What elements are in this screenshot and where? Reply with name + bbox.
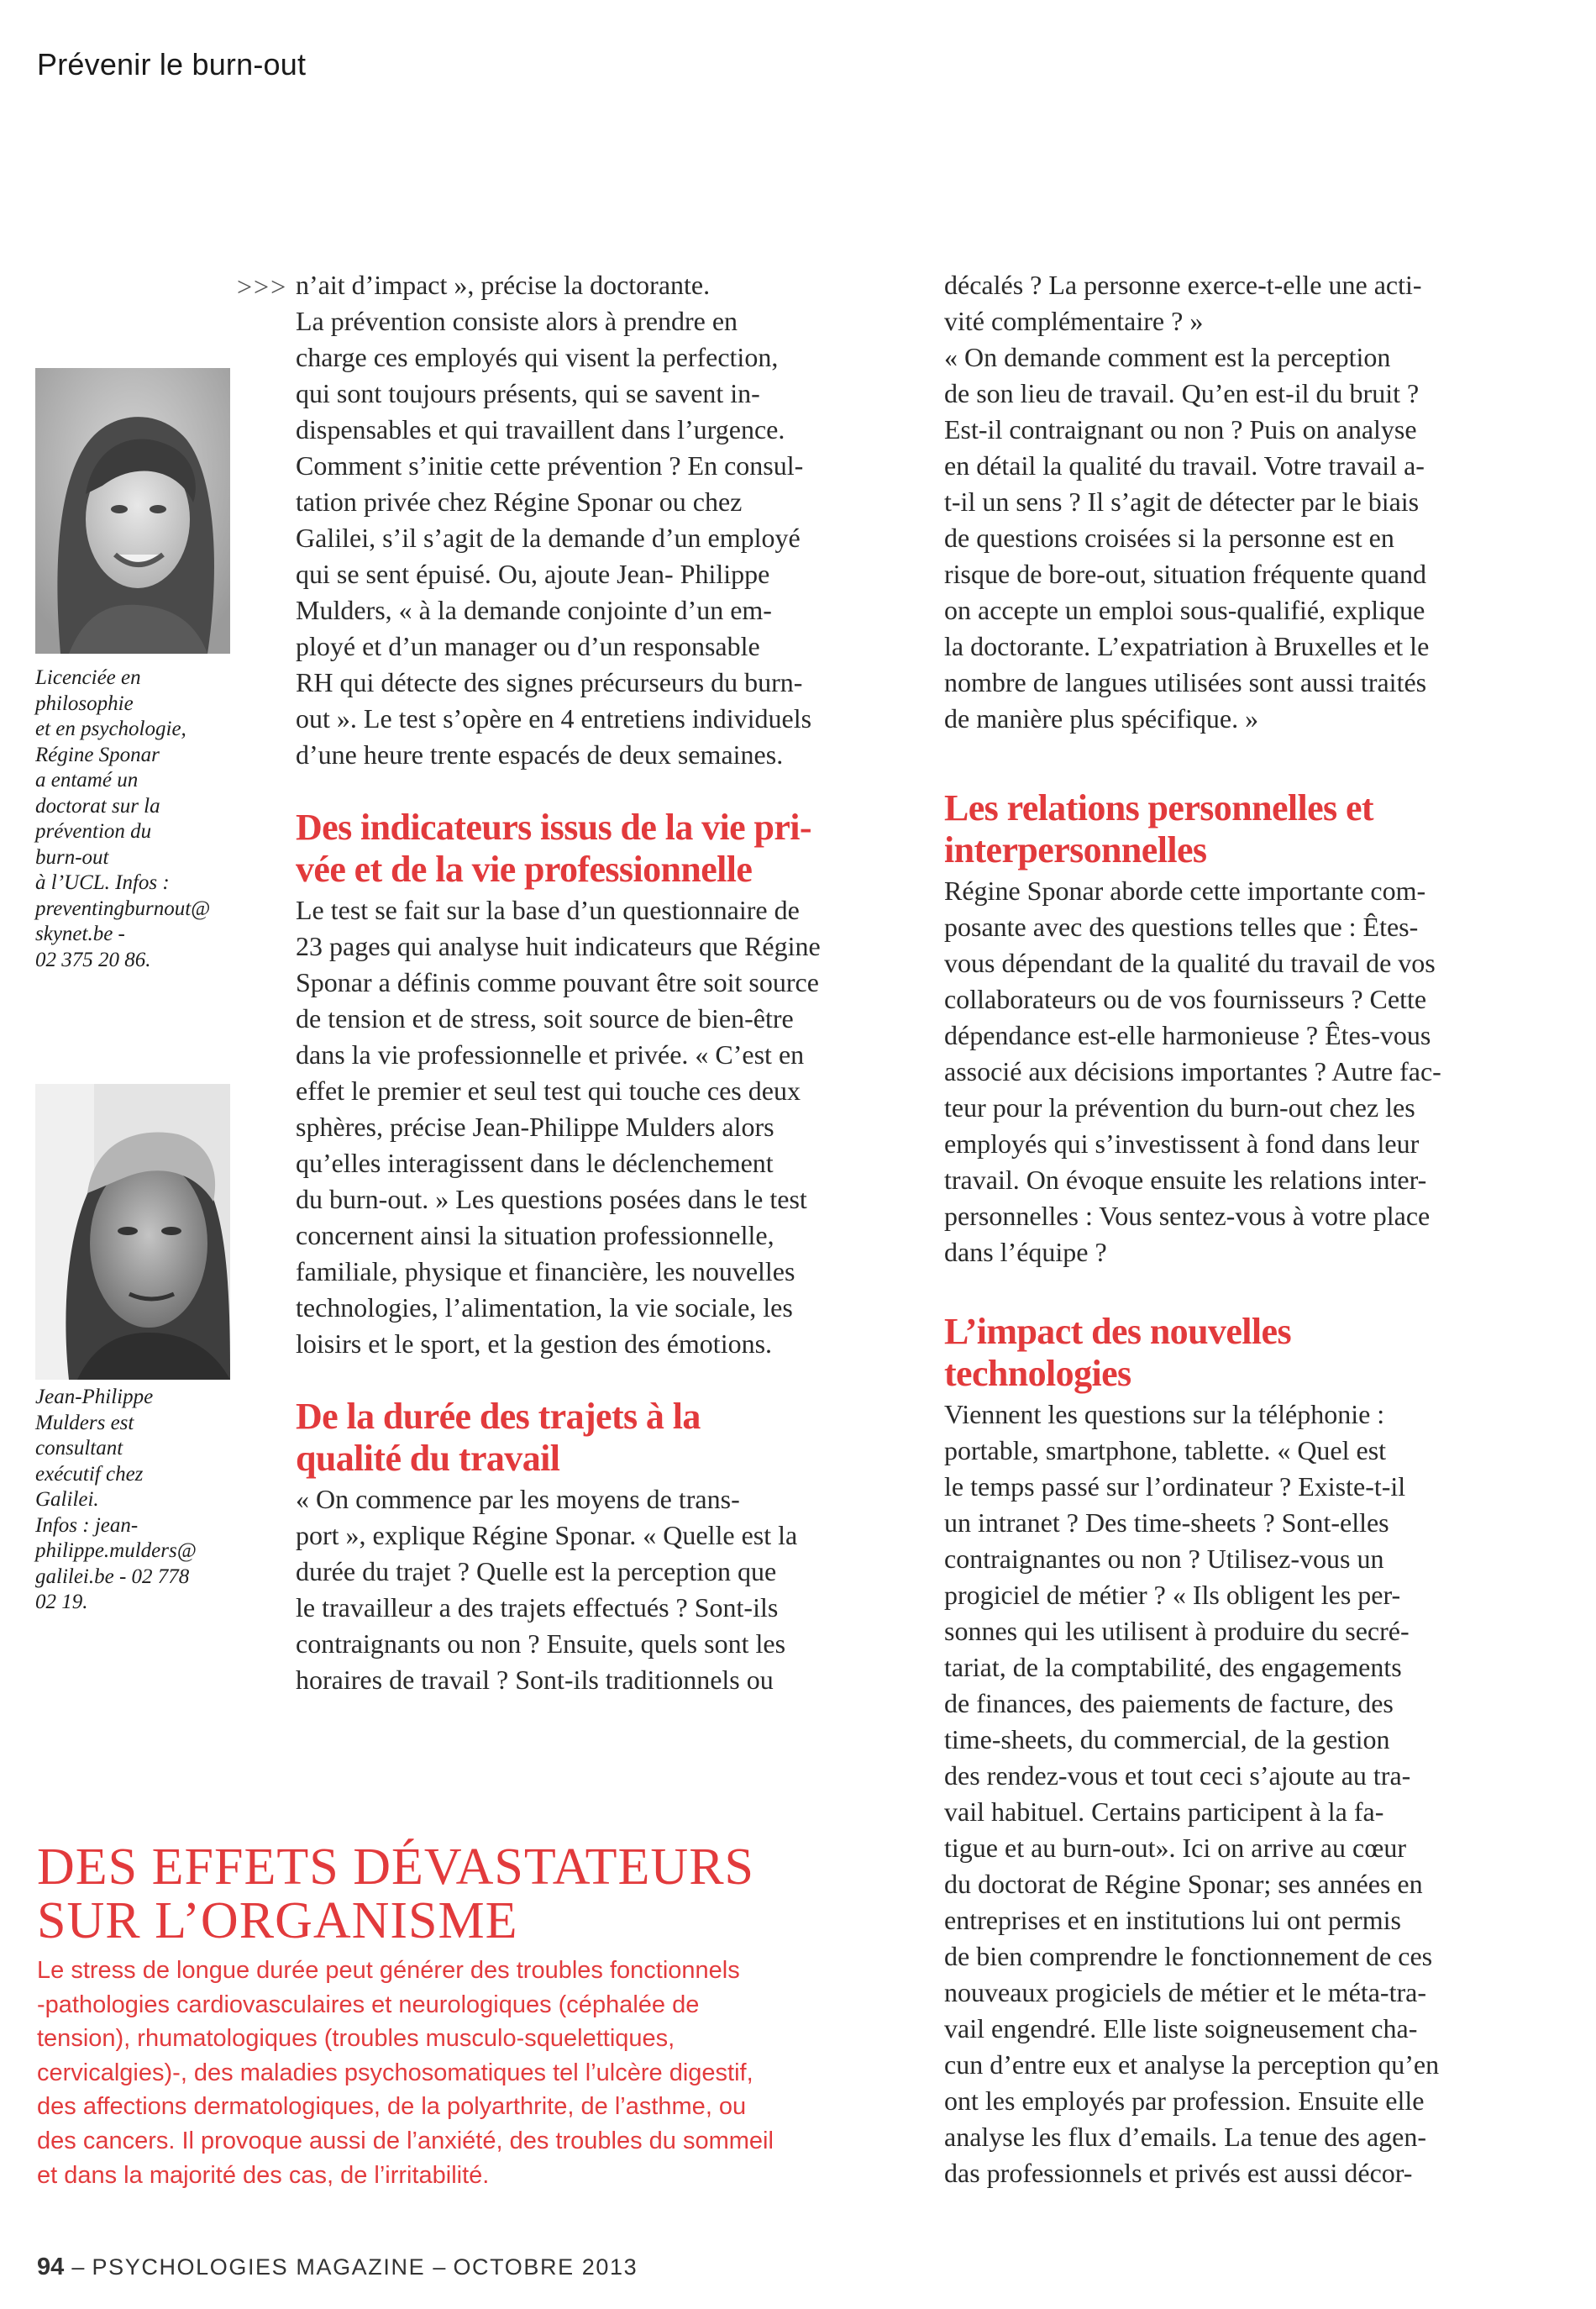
subheading-indicateurs — [296, 807, 917, 891]
caption-line: Régine Sponar — [35, 743, 160, 766]
text-line: Sponar a définis comme pouvant être soit source — [296, 967, 819, 997]
text-line: time-sheets, du commercial, de la gestion — [944, 1724, 1390, 1754]
paragraph-3 — [944, 1396, 1566, 2191]
subheading-line: De la durée des trajets à la — [296, 1396, 701, 1437]
text-line: de questions croisées si la personne est en — [944, 523, 1394, 553]
paragraph-2 — [296, 892, 917, 1362]
text-line: vité complémentaire ? » — [944, 306, 1204, 336]
caption-line: Licenciée en — [35, 666, 141, 689]
text-line: t-il un sens ? Il s’agit de détecter par le biais — [944, 487, 1420, 517]
caption-line: preventingburnout@ — [35, 897, 211, 920]
text-line: effet le premier et seul test qui touche ces deux — [296, 1076, 801, 1106]
text-line: La prévention consiste alors à prendre en — [296, 306, 738, 336]
caption-line: galilei.be - 02 778 — [35, 1565, 190, 1588]
text-line: de manière plus spécifique. » — [944, 703, 1259, 734]
box-text-line: des affections dermatologiques, de la polyarthrite, de l’asthme, ou — [37, 2093, 747, 2121]
text-line: vail engendré. Elle liste soigneusement cha- — [944, 2013, 1418, 2043]
text-line: cun d’entre eux et analyse la perception qu’en — [944, 2049, 1440, 2080]
text-line: le temps passé sur l’ordinateur ? Existe-t-il — [944, 1471, 1406, 1502]
text-line: des rendez-vous et tout ceci s’ajoute au tra- — [944, 1760, 1411, 1791]
text-line: du burn-out. » Les questions posées dans le test — [296, 1184, 807, 1214]
box-text-line: cervicalgies)-, des maladies psychosomatiques tel l’ulcère digestif, — [37, 2059, 753, 2086]
page-number: 94 — [37, 2254, 65, 2280]
text-line: das professionnels et privés est aussi décor- — [944, 2158, 1413, 2188]
text-line: collaborateurs ou de vos fournisseurs ? Cette — [944, 984, 1427, 1014]
paragraph-1 — [296, 267, 917, 773]
text-line: de finances, des paiements de facture, des — [944, 1688, 1394, 1718]
text-line: charge ces employés qui visent la perfection, — [296, 342, 779, 372]
text-line: on accepte un emploi sous-qualifié, explique — [944, 595, 1425, 625]
magazine-name: PSYCHOLOGIES MAGAZINE — [92, 2254, 426, 2280]
caption-line: 02 19. — [35, 1591, 88, 1613]
text-line: personnelles : Vous sentez-vous à votre place — [944, 1201, 1431, 1231]
footer-dash: – — [433, 2254, 446, 2280]
text-line: concernent ainsi la situation professionnelle, — [296, 1220, 774, 1250]
box-text-line: -pathologies cardiovasculaires et neurologiques (céphalée de — [37, 1991, 700, 2018]
text-line: sphères, précise Jean-Philippe Mulders alors — [296, 1112, 774, 1142]
text-line: qu’elles interagissent dans le déclenchement — [296, 1148, 774, 1178]
text-line: employés qui s’investissent à fond dans leur — [944, 1128, 1420, 1159]
text-line: risque de bore-out, situation fréquente quand — [944, 559, 1427, 589]
box-title-line: SUR L’ORGANISME — [37, 1892, 518, 1949]
text-line: en détail la qualité du travail. Votre travail a- — [944, 450, 1425, 481]
page-footer — [37, 2254, 638, 2281]
paragraph-1 — [944, 267, 1566, 737]
text-line: tigue et au burn-out». Ici on arrive au cœur — [944, 1833, 1407, 1863]
subheading-line: qualité du travail — [296, 1438, 560, 1479]
text-line: travail. On évoque ensuite les relations inter- — [944, 1165, 1427, 1195]
section-header: Prévenir le burn-out — [37, 47, 307, 82]
caption-line: Jean-Philippe — [35, 1386, 154, 1408]
subheading-trajets — [296, 1396, 917, 1480]
box-text-line: tension), rhumatologiques (troubles musculo-squelettiques, — [37, 2025, 675, 2053]
photo-caption-mulders — [35, 1385, 266, 1616]
text-line: dans l’équipe ? — [944, 1237, 1107, 1267]
article-column-2 — [944, 267, 1566, 2191]
caption-lines — [35, 1385, 266, 1616]
subheading-line: interpersonnelles — [944, 829, 1207, 870]
caption-line: prévention du — [35, 820, 152, 843]
box-title — [37, 1840, 754, 1948]
text-line: Le test se fait sur la base d’un questionnaire de — [296, 895, 800, 925]
text-line: RH qui détecte des signes précurseurs du burn- — [296, 667, 803, 697]
text-line: Viennent les questions sur la téléphonie : — [944, 1399, 1385, 1429]
text-line: Est-il contraignant ou non ? Puis on analyse — [944, 414, 1417, 444]
caption-line: consultant — [35, 1437, 123, 1460]
box-title-line: DES EFFETS DÉVASTATEURS — [37, 1838, 755, 1896]
caption-line: exécutif chez — [35, 1462, 144, 1486]
subheading-line: vée et de la vie professionnelle — [296, 849, 753, 890]
paragraph-3 — [296, 1481, 917, 1698]
photo-caption-sponar — [35, 665, 266, 973]
text-line: Régine Sponar aborde cette importante com- — [944, 876, 1426, 906]
text-line: durée du trajet ? Quelle est la perception que — [296, 1556, 777, 1586]
text-line: vail habituel. Certains participent à la fa- — [944, 1796, 1384, 1827]
box-text — [37, 1954, 774, 2192]
caption-line: philippe.mulders@ — [35, 1539, 197, 1562]
text-line: d’une heure trente espacés de deux semaines. — [296, 739, 784, 770]
text-line: technologies, l’alimentation, la vie sociale, les — [296, 1292, 793, 1323]
text-line: associé aux décisions importantes ? Autre fac- — [944, 1056, 1441, 1086]
caption-line: philosophie — [35, 692, 134, 715]
text-line: de bien comprendre le fonctionnement de ces — [944, 1941, 1433, 1971]
text-line: entreprises et en institutions lui ont permis — [944, 1905, 1401, 1935]
portrait-photo-man — [35, 1084, 230, 1380]
text-line: contraignantes ou non ? Utilisez-vous un — [944, 1544, 1384, 1574]
text-line: port », explique Régine Sponar. « Quelle est la — [296, 1520, 798, 1550]
text-line: teur pour la prévention du burn-out chez les — [944, 1092, 1415, 1123]
subheading-line: Les relations personnelles et — [944, 787, 1373, 828]
text-line: « On demande comment est la perception — [944, 342, 1391, 372]
text-line: nouveaux progiciels de métier et le méta-tra- — [944, 1977, 1426, 2007]
caption-line: Galilei. — [35, 1488, 99, 1511]
text-line: nombre de langues utilisées sont aussi traités — [944, 667, 1427, 697]
text-line: ployé et d’un manager ou d’un responsable — [296, 631, 760, 661]
caption-line: et en psychologie, — [35, 718, 186, 740]
text-line: un intranet ? Des time-sheets ? Sont-elles — [944, 1507, 1389, 1538]
text-line: le travailleur a des trajets effectués ? Sont-ils — [296, 1592, 779, 1623]
caption-line: burn-out — [35, 845, 109, 869]
text-line: de son lieu de travail. Qu’en est-il du bruit ? — [944, 378, 1420, 408]
text-line: tation privée chez Régine Sponar ou chez — [296, 487, 743, 517]
caption-line: 02 375 20 86. — [35, 948, 151, 971]
text-line: 23 pages qui analyse huit indicateurs que Régine — [296, 931, 821, 961]
box-text-line: des cancers. Il provoque aussi de l’anxiété, des troubles du sommeil — [37, 2127, 774, 2154]
subheading-line: technologies — [944, 1353, 1131, 1394]
subheading-line: Des indicateurs issus de la vie pri- — [296, 807, 811, 848]
text-line: analyse les flux d’emails. La tenue des agen- — [944, 2122, 1426, 2152]
text-line: de tension et de stress, soit source de bien-être — [296, 1003, 794, 1034]
text-line: Galilei, s’il s’agit de la demande d’un employé — [296, 523, 801, 553]
subheading-technologies — [944, 1311, 1566, 1395]
text-line: qui sont toujours présents, qui se savent in- — [296, 378, 760, 408]
text-line: out ». Le test s’opère en 4 entretiens individuels — [296, 703, 812, 734]
caption-line: doctorat sur la — [35, 794, 160, 818]
text-line: ont les employés par profession. Ensuite elle — [944, 2085, 1425, 2116]
text-line: qui se sent épuisé. Ou, ajoute Jean- Philippe — [296, 559, 770, 589]
text-line: « On commence par les moyens de trans- — [296, 1484, 740, 1514]
caption-line: Infos : jean- — [35, 1513, 139, 1537]
continuation-marker: >>> — [237, 271, 288, 302]
text-line: du doctorat de Régine Sponar; ses années en — [944, 1869, 1423, 1899]
text-line: progiciel de métier ? « Ils obligent les per- — [944, 1580, 1401, 1610]
portrait-photo-woman — [35, 368, 230, 654]
text-line: la doctorante. L’expatriation à Bruxelles et le — [944, 631, 1430, 661]
subheading-line: L’impact des nouvelles — [944, 1311, 1291, 1352]
text-line: Comment s’initie cette prévention ? En consul- — [296, 450, 804, 481]
text-line: portable, smartphone, tablette. « Quel est — [944, 1435, 1387, 1465]
issue-date: OCTOBRE 2013 — [453, 2254, 638, 2280]
text-line: dépendance est-elle harmonieuse ? Êtes-vous — [944, 1020, 1431, 1050]
text-line: vous dépendant de la qualité du travail de vos — [944, 948, 1436, 978]
subheading-relations — [944, 787, 1566, 871]
caption-line: à l’UCL. Infos : — [35, 871, 170, 894]
caption-line: Mulders est — [35, 1411, 134, 1434]
text-line: loisirs et le sport, et la gestion des émotions. — [296, 1328, 773, 1359]
caption-line: skynet.be - — [35, 923, 125, 945]
text-line: horaires de travail ? Sont-ils traditionnels ou — [296, 1665, 774, 1695]
text-line: dans la vie professionnelle et privée. « C’est en — [296, 1039, 805, 1070]
box-text-line: et dans la majorité des cas, de l’irritabilité. — [37, 2161, 490, 2189]
text-line: Mulders, « à la demande conjointe d’un em- — [296, 595, 772, 625]
article-column-1 — [296, 267, 917, 1698]
box-text-line: Le stress de longue durée peut générer des troubles fonctionnels — [37, 1957, 740, 1984]
text-line: décalés ? La personne exerce-t-elle une acti- — [944, 270, 1422, 300]
caption-lines — [35, 665, 266, 973]
footer-dash: – — [71, 2254, 85, 2280]
text-line: n’ait d’impact », précise la doctorante. — [296, 270, 711, 300]
text-line: dispensables et qui travaillent dans l’urgence. — [296, 414, 785, 444]
text-line: posante avec des questions telles que : Êtes- — [944, 912, 1419, 942]
caption-line: a entamé un — [35, 769, 139, 792]
paragraph-2 — [944, 873, 1566, 1270]
text-line: contraignants ou non ? Ensuite, quels sont les — [296, 1628, 786, 1659]
text-line: familiale, physique et financière, les nouvelles — [296, 1256, 795, 1286]
text-line: tariat, de la comptabilité, des engagements — [944, 1652, 1402, 1682]
text-line: sonnes qui les utilisent à produire du secré- — [944, 1616, 1410, 1646]
